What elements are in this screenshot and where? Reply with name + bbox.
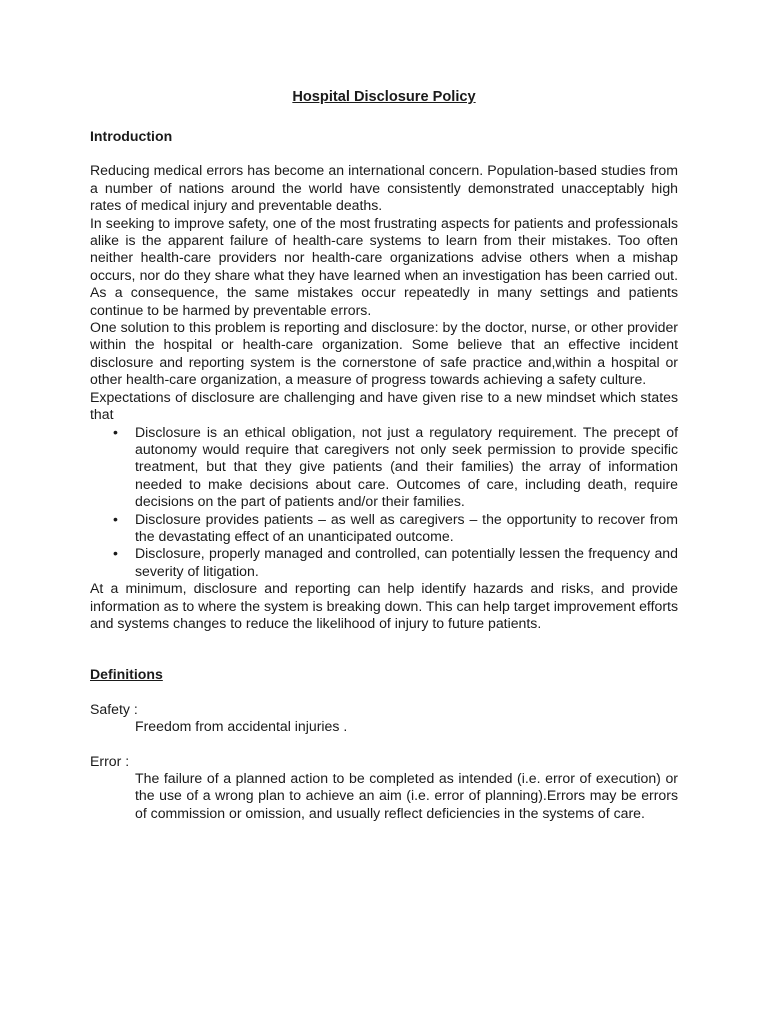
intro-paragraph-4: Expectations of disclosure are challenging and have given rise to a new mindset which states that bbox=[90, 388, 678, 423]
intro-paragraph-3: One solution to this problem is reporting and disclosure: by the doctor, nurse, or other provider within the hospital or health-care organization. Some believe that an effective incident disclosure and reporting system is the cornerstone of safe practice and,within a hospital or other health-care organization, a measure of progress towards achieving a safety culture. bbox=[90, 319, 678, 388]
definition-description: Freedom from accidental injuries . bbox=[135, 718, 348, 735]
definition-safety bbox=[90, 701, 678, 736]
bullet-text: Disclosure is an ethical obligation, not just a regulatory requirement. The precept of autonomy would require that caregivers not only seek permission to provide specific treatment, but that they give patients (and their families) the array of information needed to make decisions about care. Outcomes of care, including death, require decisions on the part of patients and/or their families. bbox=[135, 423, 678, 510]
definition-error bbox=[90, 753, 678, 823]
intro-paragraph-1: Reducing medical errors has become an international concern. Population-based studies from a number of nations around the world have consistently demonstrated unacceptably high rates of medical injury and preventable deaths. bbox=[90, 162, 678, 214]
bullet-icon: • bbox=[113, 423, 118, 440]
list-item bbox=[113, 423, 678, 511]
bullet-icon: • bbox=[113, 510, 118, 527]
definition-term: Safety : bbox=[90, 700, 138, 717]
list-item bbox=[113, 510, 678, 546]
section-spacer bbox=[90, 632, 678, 666]
document-page bbox=[90, 88, 678, 822]
bullet-text: Disclosure, properly managed and controlled, can potentially lessen the frequency and severity of litigation. bbox=[135, 545, 678, 579]
introduction-heading: Introduction bbox=[90, 128, 173, 144]
bullet-icon: • bbox=[113, 545, 118, 562]
disclosure-bullet-list bbox=[90, 424, 678, 581]
list-item bbox=[113, 545, 678, 580]
definition-description: The failure of a planned action to be completed as intended (i.e. error of execution) or the use of a wrong plan to achieve an aim (i.e. error of planning).Errors may be errors of commission or omission, and usually reflect deficiencies in the systems of care. bbox=[135, 770, 678, 821]
document-title: Hospital Disclosure Policy bbox=[292, 89, 476, 105]
intro-paragraph-2: In seeking to improve safety, one of the most frustrating aspects for patients and professionals alike is the apparent failure of health-care systems to learn from their mistakes. Too often neither health-care providers nor health-care organizations advise others when a mishap occurs, nor do they share what they have learned when an investigation has been carried out. As a consequence, the same mistakes occur repeatedly in many settings and patients continue to be harmed by preventable errors. bbox=[90, 214, 678, 318]
intro-closing-paragraph: At a minimum, disclosure and reporting can help identify hazards and risks, and provide information as to where the system is breaking down. This can help target improvement efforts and systems changes to reduce the likelihood of injury to future patients. bbox=[90, 580, 678, 631]
bullet-text: Disclosure provides patients – as well as caregivers – the opportunity to recover from the devastating effect of an unanticipated outcome. bbox=[135, 510, 678, 544]
definition-spacer bbox=[90, 736, 678, 753]
definitions-heading: Definitions bbox=[90, 666, 163, 683]
definition-term: Error : bbox=[90, 752, 130, 769]
